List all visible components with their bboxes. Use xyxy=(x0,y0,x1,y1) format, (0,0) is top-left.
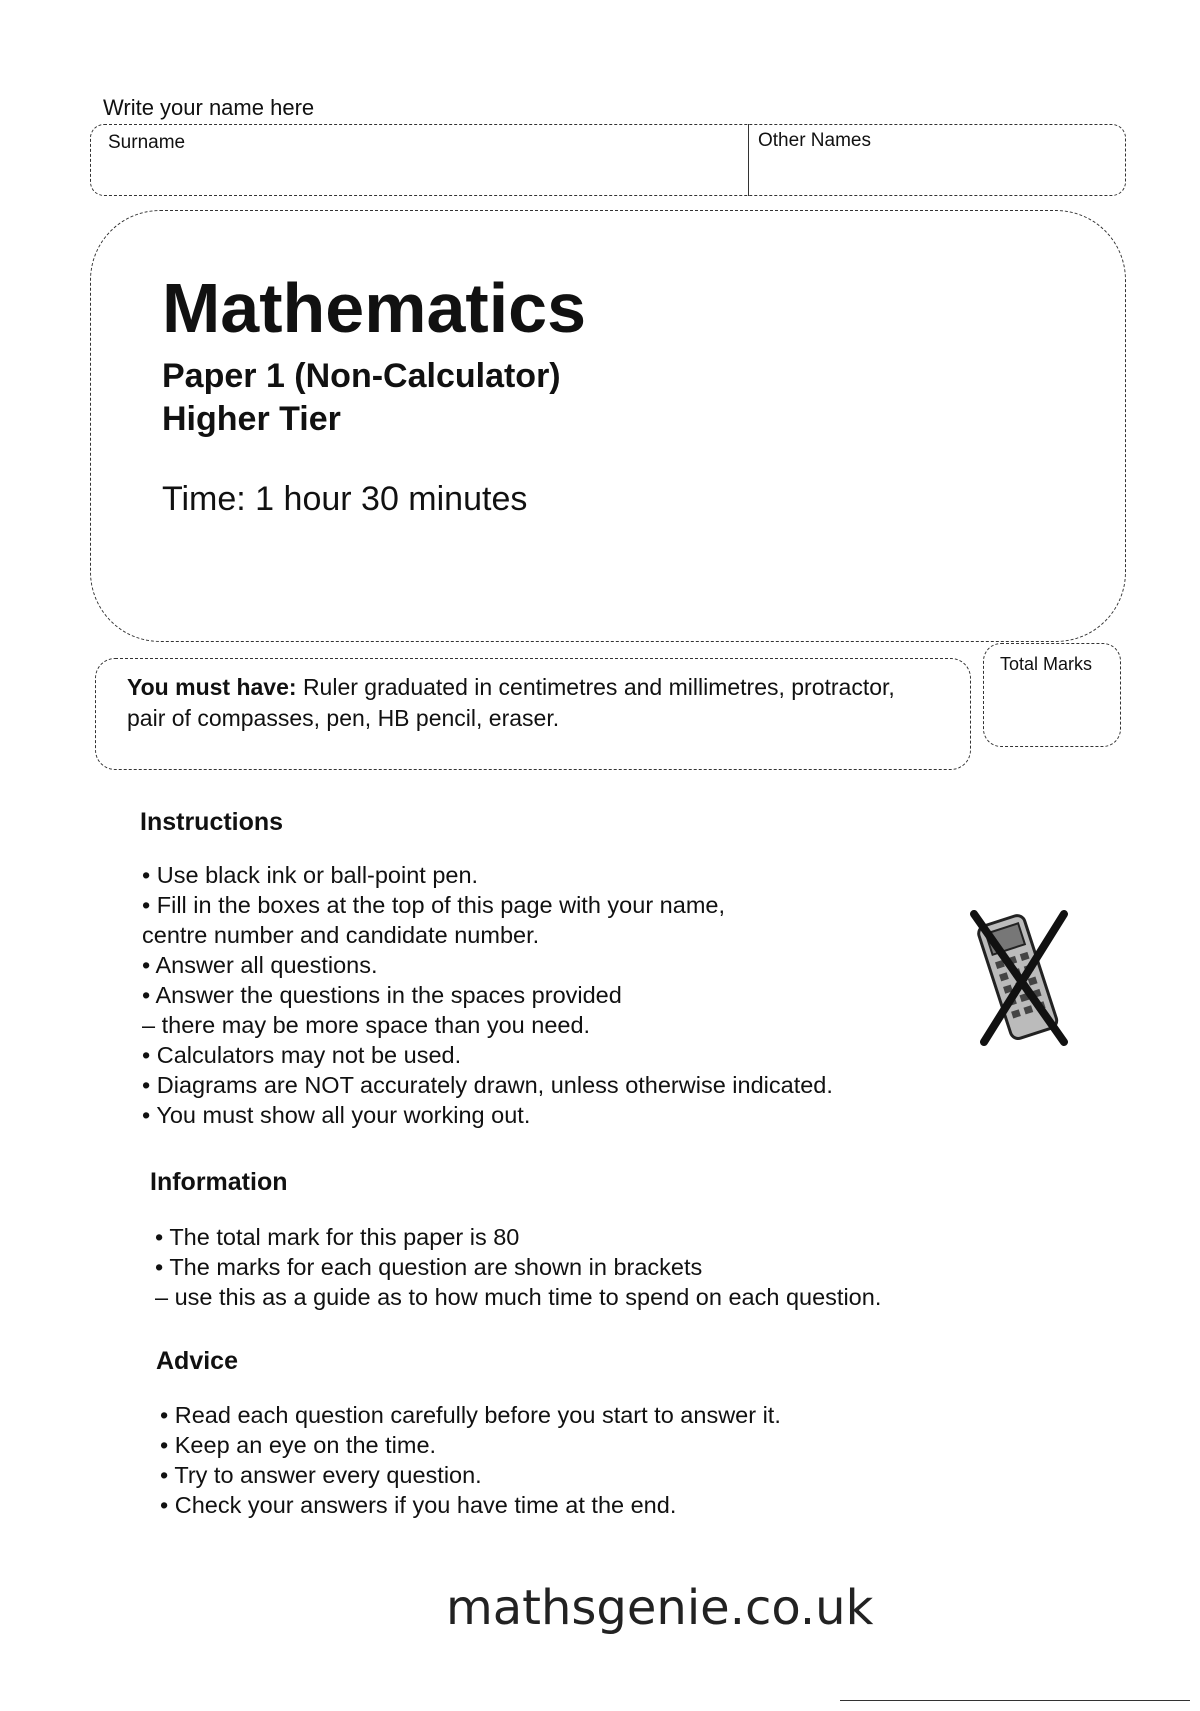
list-item: • You must show all your working out. xyxy=(142,1102,531,1128)
name-box-divider xyxy=(748,124,749,196)
list-item: • The total mark for this paper is 80 xyxy=(155,1224,520,1250)
list-item: • Check your answers if you have time at the end. xyxy=(160,1492,677,1518)
advice-list xyxy=(160,1400,781,1520)
instructions-list xyxy=(142,860,833,1130)
list-item: • Use black ink or ball-point pen. xyxy=(142,862,479,888)
list-item: • Answer all questions. xyxy=(142,952,378,978)
equipment-text xyxy=(127,672,937,734)
list-item: • Calculators may not be used. xyxy=(142,1042,462,1068)
write-name-heading: Write your name here xyxy=(103,95,315,120)
tier-label: Higher Tier xyxy=(162,400,341,438)
footer-website: mathsgenie.co.uk xyxy=(446,1580,874,1636)
information-heading: Information xyxy=(150,1168,288,1196)
instructions-heading: Instructions xyxy=(140,808,284,836)
paper-name: Paper 1 (Non-Calculator) xyxy=(162,357,561,395)
list-item: centre number and candidate number. xyxy=(142,922,540,948)
information-list xyxy=(155,1222,881,1312)
list-item: • Read each question carefully before you start to answer it. xyxy=(160,1402,781,1428)
list-item: – there may be more space than you need. xyxy=(142,1012,591,1038)
equipment-label: You must have: xyxy=(127,674,297,700)
time-allowed: Time: 1 hour 30 minutes xyxy=(162,480,528,518)
list-item: • Try to answer every question. xyxy=(160,1462,482,1488)
page-title: Mathematics xyxy=(162,269,587,347)
total-marks-label: Total Marks xyxy=(1000,654,1093,674)
list-item: • Answer the questions in the spaces provided xyxy=(142,982,622,1008)
advice-heading: Advice xyxy=(156,1347,238,1375)
other-names-field[interactable]: Other Names xyxy=(758,130,871,151)
list-item: – use this as a guide as to how much time to spend on each question. xyxy=(155,1284,882,1310)
footer-rule xyxy=(840,1700,1190,1701)
list-item: • Fill in the boxes at the top of this page with your name, xyxy=(142,892,725,918)
list-item: • Diagrams are NOT accurately drawn, unless otherwise indicated. xyxy=(142,1072,833,1098)
surname-field[interactable]: Surname xyxy=(108,132,186,153)
list-item: • Keep an eye on the time. xyxy=(160,1432,437,1458)
crossed-out-calculator-icon xyxy=(966,908,1071,1048)
list-item: • The marks for each question are shown in brackets xyxy=(155,1254,703,1280)
equipment-list: Ruler graduated in centimetres and millimetres, protractor, pair of compasses, pen, HB pencil, eraser. xyxy=(127,674,895,731)
name-box xyxy=(90,124,1126,196)
